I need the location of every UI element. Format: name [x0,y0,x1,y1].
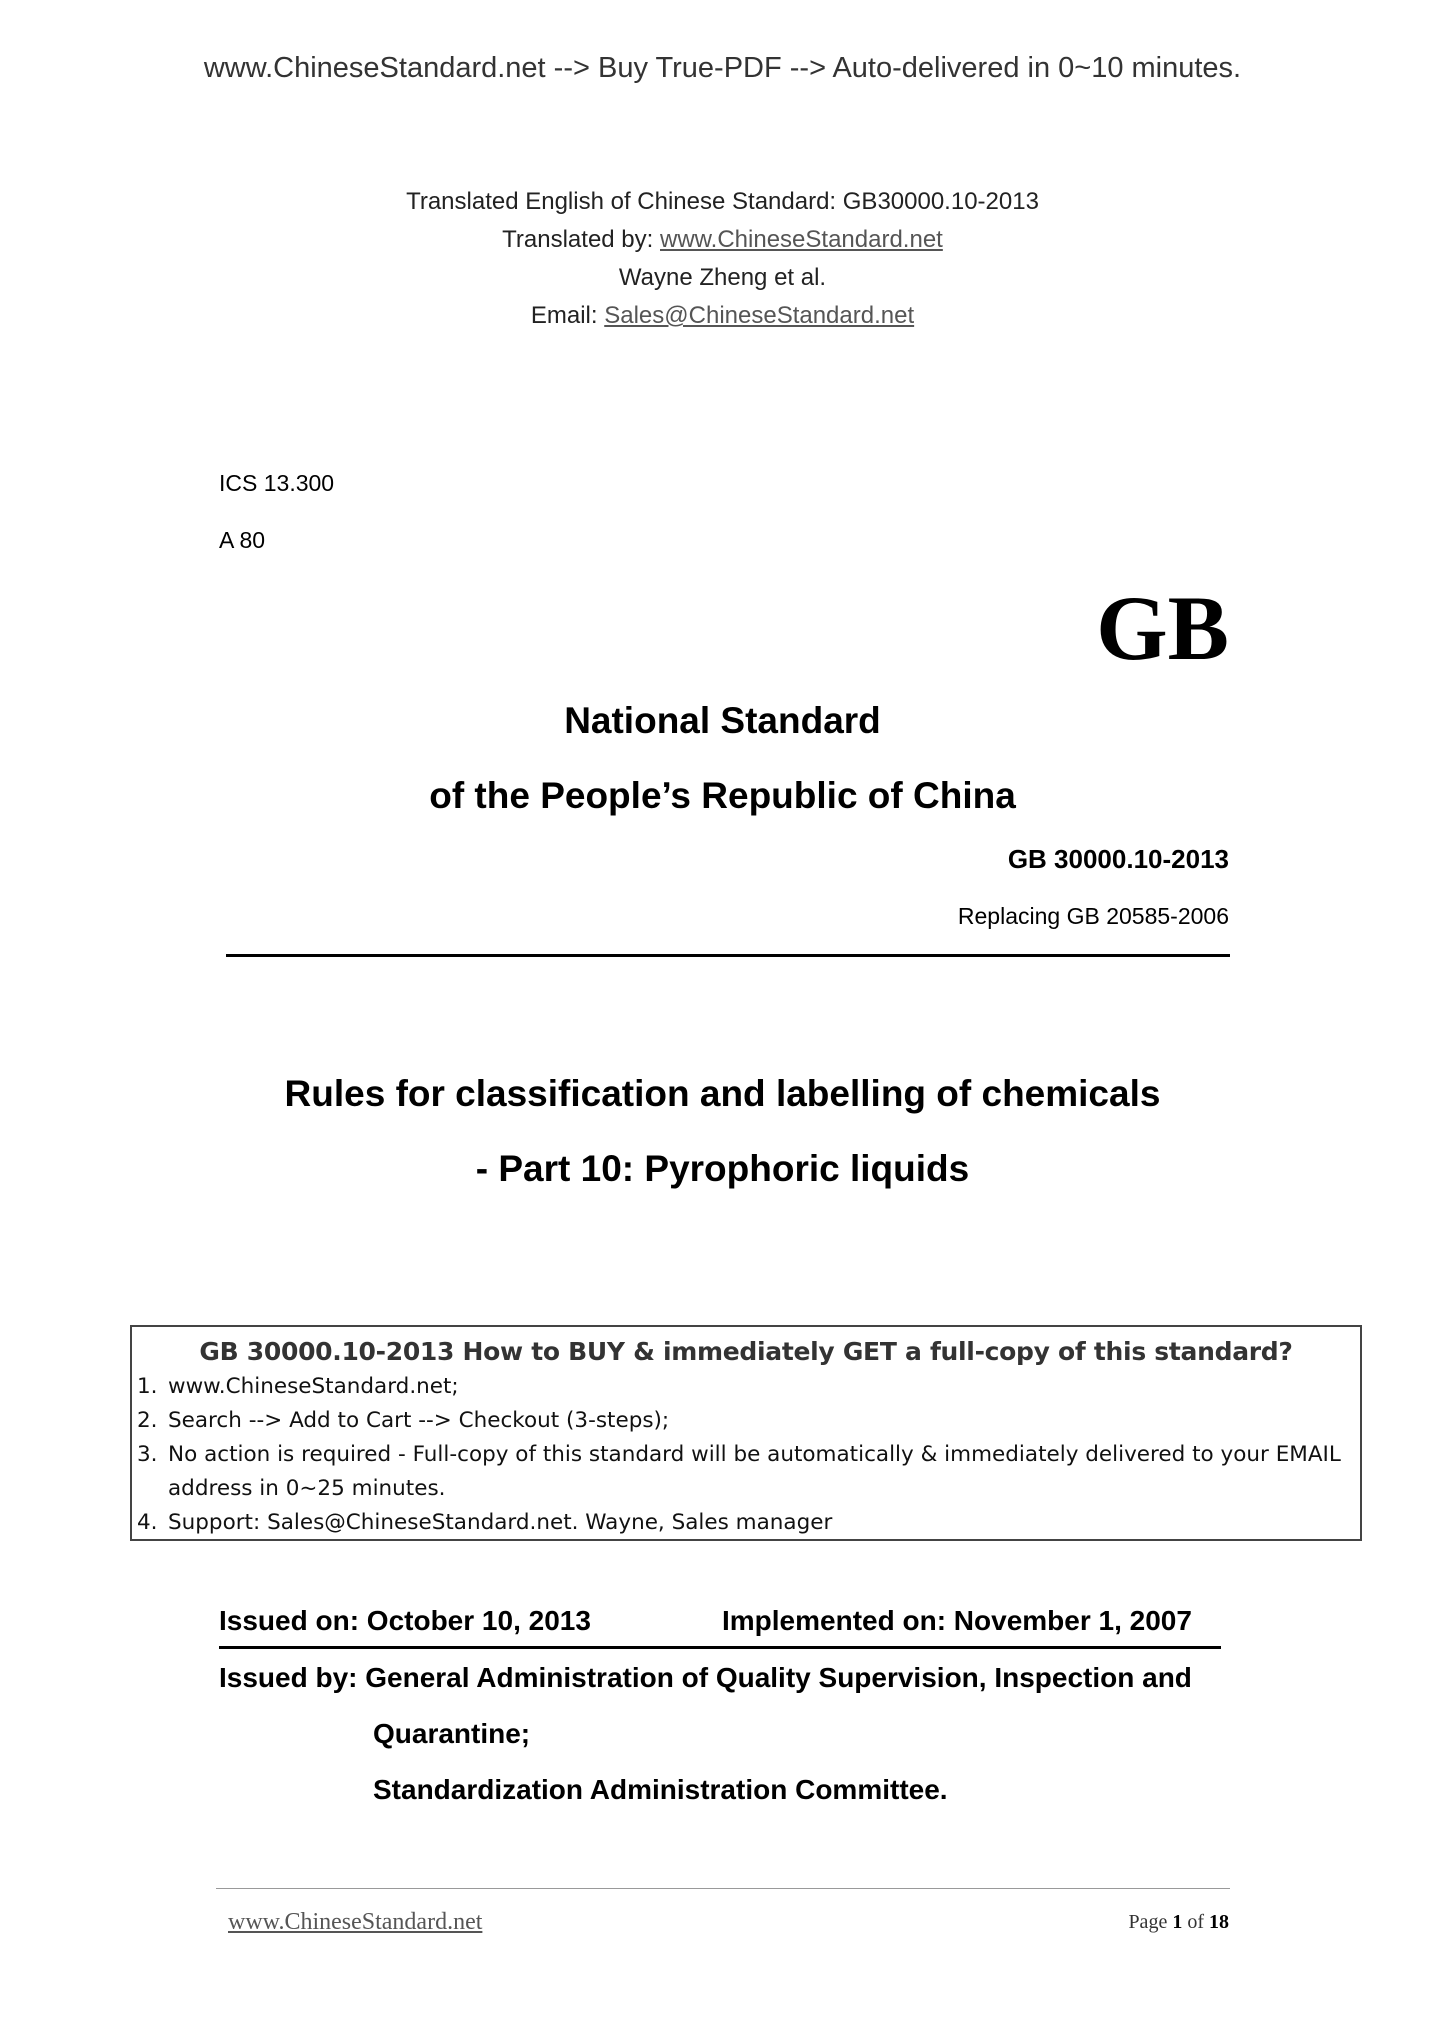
page-current: 1 [1172,1911,1183,1933]
step-text[interactable]: www.ChineseStandard.net; [168,1374,459,1399]
step-text: Search --> Add to Cart --> Checkout (3-steps); [168,1408,670,1433]
ccs-code: A 80 [219,527,266,553]
translator-name: Wayne Zheng et al. [618,264,827,291]
buy-step [132,1438,1360,1506]
title-divider [226,954,1230,957]
step-number: 1. [137,1374,158,1399]
document-title-line1: Rules for classification and labelling of chemicals [284,1073,1161,1114]
buy-instructions-box [130,1325,1362,1541]
email-line [0,302,1445,330]
email-label: Email: [530,302,605,329]
footer-divider [216,1888,1230,1889]
implemented-on-date: Implemented on: November 1, 2007 [722,1605,1192,1636]
buy-step [132,1506,1360,1540]
email-link[interactable]: Sales@ChineseStandard.net [604,302,915,329]
step-text: Support: Sales@ChineseStandard.net. Wayne, Sales manager [168,1510,833,1535]
translated-by [0,226,1445,254]
issued-by-line2: Quarantine; [373,1718,531,1749]
top-banner[interactable]: www.ChineseStandard.net --> Buy True-PDF --> Auto-delivered in 0~10 minutes. [203,52,1242,84]
buy-steps-list [132,1370,1360,1540]
standard-number: GB 30000.10-2013 [1007,844,1229,874]
page-label: Page [1128,1911,1173,1933]
step-text: No action is required - Full-copy of this standard will be automatically & immediately delivered to your EMAIL address in 0~25 minutes. [168,1442,1341,1501]
issued-on-date: Issued on: October 10, 2013 [219,1605,591,1636]
translated-by-link[interactable]: www.ChineseStandard.net [660,226,943,253]
footer-site-link[interactable]: www.ChineseStandard.net [228,1909,483,1935]
buy-step [132,1404,1360,1438]
issued-by-line3: Standardization Administration Committee. [373,1774,948,1805]
national-standard-line2: of the People’s Republic of China [429,775,1016,816]
gb-mark: GB [1096,577,1229,679]
ics-code: ICS 13.300 [219,470,335,496]
issued-by: Issued by: General Administration of Quality Supervision, Inspection and [219,1662,1192,1693]
page-of: of [1182,1911,1209,1933]
step-number: 3. [137,1442,158,1467]
page-indicator [1128,1911,1229,1934]
translation-title: Translated English of Chinese Standard: GB30000.10-2013 [406,188,1039,215]
document-title-line2: - Part 10: Pyrophoric liquids [475,1148,970,1189]
step-number: 4. [137,1510,158,1535]
buy-box-heading: GB 30000.10-2013 How to BUY & immediately GET a full-copy of this standard? [199,1337,1293,1366]
dates-underline [219,1646,1221,1649]
national-standard-line1: National Standard [564,700,881,741]
replacing-standard: Replacing GB 20585-2006 [957,903,1229,929]
buy-step [132,1370,1360,1404]
step-number: 2. [137,1408,158,1433]
translated-by-label: Translated by: [502,226,660,253]
page-total: 18 [1209,1911,1229,1933]
